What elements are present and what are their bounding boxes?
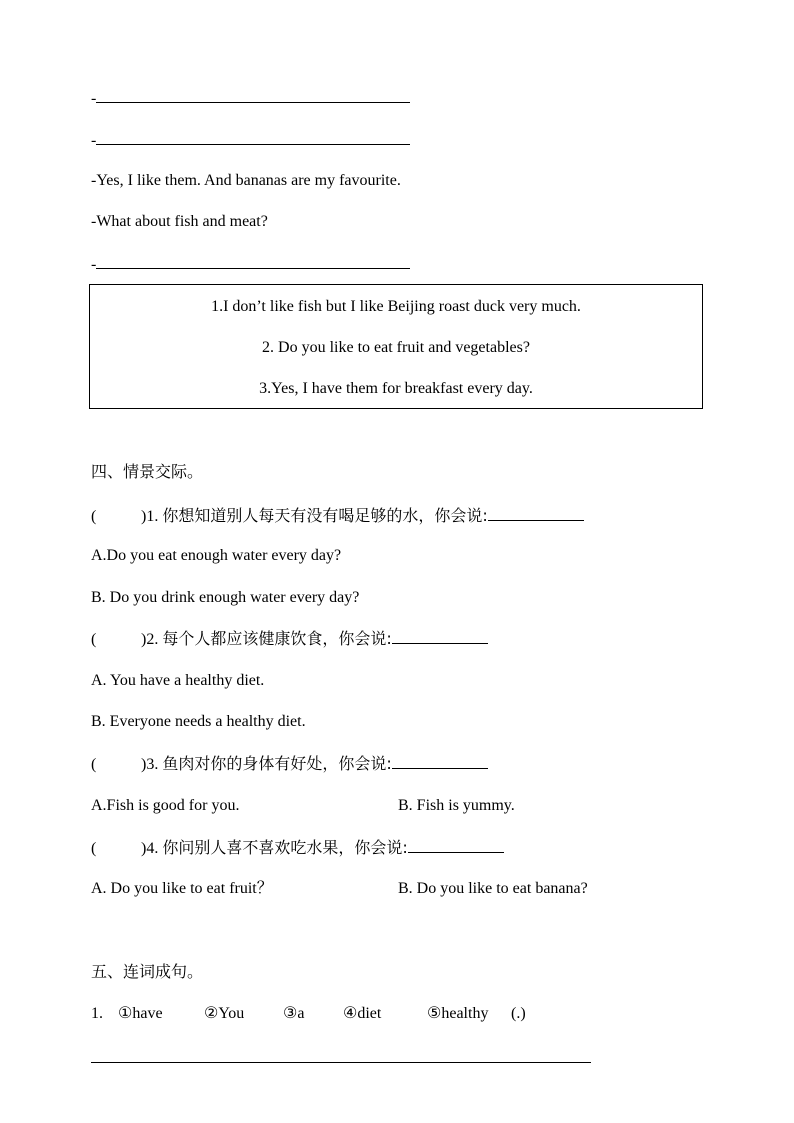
question-3-option-a: A.Fish is good for you. [91,797,240,814]
word-5: ⑤healthy [427,1005,489,1022]
question-number: )3. [141,756,159,773]
options-box [89,284,703,409]
answer-blank[interactable] [96,254,410,269]
question-prompt: 你问别人喜不喜欢吃水果，你会说: [162,838,408,857]
reorder-question-1 [91,1004,526,1024]
option-3: 3.Yes, I have them for breakfast every day. [259,380,533,397]
question-1 [91,506,584,527]
dialogue-blank-2[interactable] [91,130,410,151]
answer-paren[interactable]: ( [91,631,97,648]
answer-blank[interactable] [488,506,584,521]
dialogue-blank-1[interactable] [91,88,410,109]
question-4-option-a: A. Do you like to eat fruit？ [91,880,273,897]
question-1-option-a: A.Do you eat enough water every day? [91,547,342,564]
question-4 [91,838,504,859]
option-1: 1.I don’t like fish but I like Beijing roast duck very much. [211,298,581,315]
question-2-option-a: A. You have a healthy diet. [91,672,265,689]
question-number: )4. [141,840,159,857]
question-4-option-b: B. Do you like to eat banana? [398,880,588,897]
answer-blank[interactable] [96,130,410,145]
answer-paren[interactable]: ( [91,508,97,525]
question-number: 1. [91,1005,103,1022]
question-prompt: 你想知道别人每天有没有喝足够的水，你会说: [162,506,488,525]
question-prompt: 每个人都应该健康饮食，你会说: [162,629,392,648]
dash: - [91,256,97,273]
question-3 [91,754,488,775]
word-2: ②You [204,1005,245,1022]
dialogue-line-yes: -Yes, I like them. And bananas are my favourite. [91,172,401,189]
question-1-option-b: B. Do you drink enough water every day? [91,589,360,606]
question-2-option-b: B. Everyone needs a healthy diet. [91,713,306,730]
sentence-answer-line[interactable] [91,1062,591,1063]
section-5-heading: 五、连词成句。 [91,962,204,981]
question-3-option-b: B. Fish is yummy. [398,797,515,814]
question-number: )1. [141,508,159,525]
dialogue-line-what-about: -What about fish and meat? [91,213,268,230]
question-2 [91,629,488,650]
answer-blank[interactable] [392,629,488,644]
dash: - [91,90,97,107]
dialogue-blank-3[interactable] [91,254,410,275]
answer-blank[interactable] [408,838,504,853]
dash: - [91,132,97,149]
word-1: ①have [118,1005,163,1022]
answer-blank[interactable] [392,754,488,769]
word-3: ③a [283,1005,305,1022]
answer-paren[interactable]: ( [91,840,97,857]
end-punctuation: (.) [511,1005,526,1022]
question-number: )2. [141,631,159,648]
answer-blank[interactable] [96,88,410,103]
word-4: ④diet [343,1005,382,1022]
question-prompt: 鱼肉对你的身体有好处，你会说: [162,754,392,773]
section-4-heading: 四、情景交际。 [91,462,204,481]
option-2: 2. Do you like to eat fruit and vegetables? [262,339,530,356]
answer-paren[interactable]: ( [91,756,97,773]
